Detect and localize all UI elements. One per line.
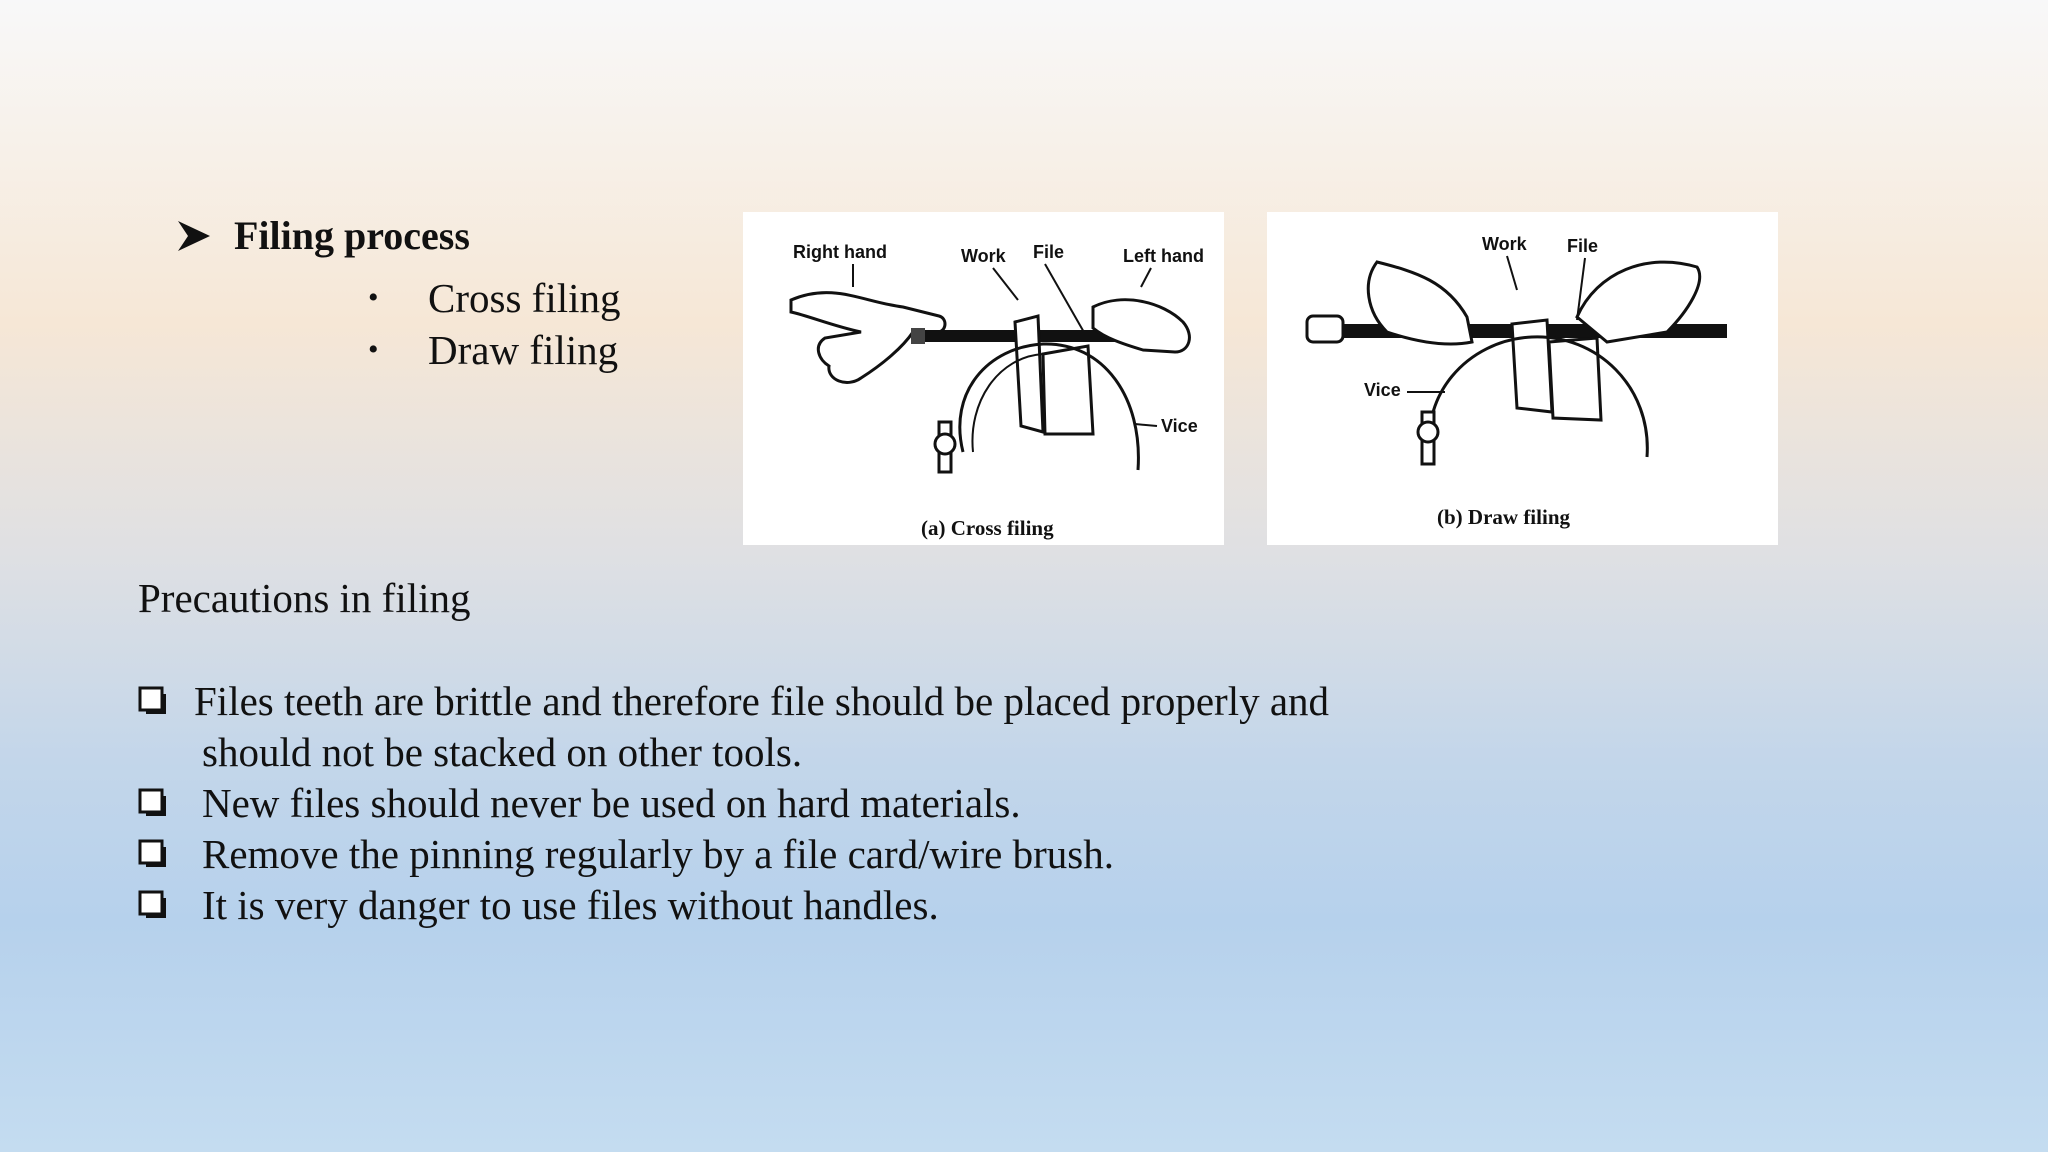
label-right-hand: Right hand <box>793 242 887 262</box>
label-vice: Vice <box>1364 380 1401 400</box>
precautions-title: Precautions in filing <box>138 575 471 621</box>
filing-process-heading <box>176 212 470 259</box>
label-file: File <box>1033 242 1065 262</box>
bullet-dot-icon: • <box>368 281 379 314</box>
cross-filing-caption: (a) Cross filing <box>921 516 1054 540</box>
arrowhead-bullet-icon <box>176 219 212 253</box>
draw-filing-illustration <box>1267 212 1778 545</box>
bullet-dot-icon: • <box>368 333 379 366</box>
precaution-text: Remove the pinning regularly by a file card/wire brush. <box>202 831 1114 877</box>
checkbox-bullet-icon <box>138 839 168 869</box>
list-item <box>138 676 1442 778</box>
label-work: Work <box>961 246 1006 266</box>
precaution-line: Files teeth are brittle and therefore file should be placed properly and <box>194 678 1330 724</box>
checkbox-bullet-icon <box>138 890 168 920</box>
label-work: Work <box>1482 234 1527 254</box>
list-item <box>368 324 621 376</box>
method-label: Draw filing <box>428 327 619 373</box>
precaution-text: It is very danger to use files without handles. <box>202 882 939 928</box>
checkbox-bullet-icon <box>138 788 168 818</box>
list-item <box>368 272 621 324</box>
precaution-text <box>194 676 1434 778</box>
heading-text: Filing process <box>234 213 470 258</box>
method-label: Cross filing <box>428 275 621 321</box>
label-file: File <box>1567 236 1599 256</box>
cross-filing-illustration <box>743 212 1224 545</box>
precautions-list <box>138 676 1442 931</box>
checkbox-bullet-icon <box>138 686 168 716</box>
list-item <box>138 829 1442 880</box>
list-item <box>138 880 1442 931</box>
draw-filing-figure <box>1267 212 1778 545</box>
filing-methods-list <box>368 272 621 376</box>
label-vice: Vice <box>1161 416 1198 436</box>
label-left-hand: Left hand <box>1123 246 1204 266</box>
draw-filing-caption: (b) Draw filing <box>1437 505 1570 529</box>
precaution-text: New files should never be used on hard materials. <box>202 780 1021 826</box>
list-item <box>138 778 1442 829</box>
precaution-line: should not be stacked on other tools. <box>202 729 803 775</box>
cross-filing-figure <box>743 212 1224 545</box>
